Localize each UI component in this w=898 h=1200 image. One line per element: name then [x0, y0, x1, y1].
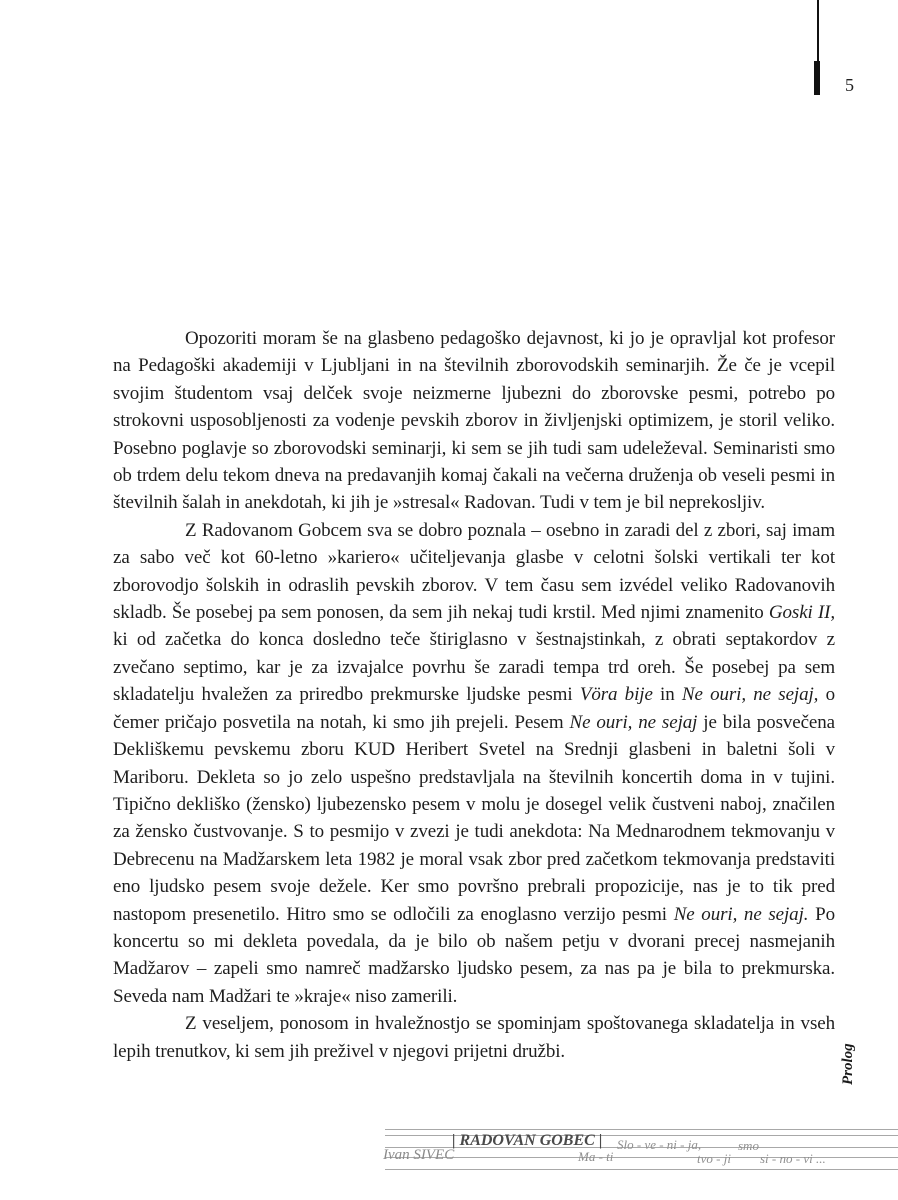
italic-song-title: Ne ouri, ne sejaj	[569, 711, 698, 733]
text-run: Opozoriti moram še na glasbeno pedagoško dejavnost, ki jo je opravljal kot profesor na Pedagoški akademiji v Ljubljani in na številnih zborovodskih seminarjih. Že če je vcepil svojim študentom vsaj delček svoje neizmerne ljubezni do zborovske pesmi, potrebo po strokovni usposobljenosti za vodenje pevskih zborov in življenjski optimizem, je storil veliko. Posebno poglavje so zborovodski seminarji, ki sem se jih tudi sam udeleževal. Seminaristi smo ob trdem delu tekom dneva na predavanjih komaj čakali na večerna druženja ob veseli pesmi in številnih šalah in anekdotah, ki jih je »stresal« Radovan. Tudi v tem je bil neprekosljiv.	[113, 328, 835, 514]
text-run: Po koncertu so mi dekleta povedala, da je bilo ob našem petju v dvorani precej nasmejanih Madžarov – zapeli smo namreč madžarsko ljudsko pesem, za nas pa je bila to prekmurska. Seveda nam Madžari te »kraje« niso zamerili.	[113, 903, 835, 1007]
page-number: 5	[845, 75, 854, 95]
text-run: o čemer pričajo posvetila na notah, ki smo jih prejeli. Pesem	[113, 684, 835, 733]
footer-lyric-syllable: si - no - vi ...	[760, 1151, 826, 1166]
margin-label-prolog: Prolog	[840, 1043, 856, 1085]
body-text	[113, 325, 835, 1065]
italic-song-title: Ne ouri, ne sejaj.	[673, 903, 809, 925]
paragraph	[113, 1010, 835, 1065]
italic-song-title: Ne ouri, ne sejaj,	[681, 684, 819, 706]
footer-lyric-syllable: tvo - ji	[697, 1151, 731, 1166]
text-run: in	[652, 684, 682, 706]
paragraph	[113, 325, 835, 517]
top-edge-thick-bar	[814, 61, 820, 95]
footer-lyric-syllable: Ma - ti	[578, 1149, 614, 1164]
footer-lyric-syllable: smo	[738, 1138, 759, 1153]
text-run: ki od začetka do konca dosledno teče štiriglasno v šestnajstinkah, z obrati septakordov z zvečano septimo, kar je za izvajalce povrhu še zaradi tempa trd oreh. Še posebej pa sem skladatelju hvaležen za priredbo prekmurske ljudske pesmi	[113, 629, 835, 706]
text-run: Z veseljem, ponosom in hvaležnostjo se spominjam spoštovanega skladatelja in vseh lepih trenutkov, ki sem jih preživel v njegovi prijetni družbi.	[113, 1013, 835, 1062]
footer-lyric-syllable: Slo - ve - ni - ja,	[617, 1137, 702, 1152]
paragraph	[113, 517, 835, 1010]
footer-author-name: Ivan SIVEC	[383, 1147, 455, 1163]
top-edge-thin-line	[817, 0, 819, 62]
text-run: je bila posvečena Dekliškemu pevskemu zboru KUD Heribert Svetel na Srednji glasbeni in baletni šoli v Mariboru. Dekleta so jo zelo uspešno predstavljala na številnih koncertih doma in v tujini. Tipično dekliško (žensko) ljubezensko pesem v molu je dosegel velik čustveni naboj, značilen za žensko čustvovanje. S to pesmijo v zvezi je tudi anekdota: Na Mednarodnem tekmovanju v Debrecenu na Madžarskem leta 1982 je moral vsak zbor pred začetkom tekmovanja predstaviti eno ljudsko pesem svoje dežele. Ker smo površno prebrali propozicije, nas je to tik pred nastopom presenetilo. Hitro smo se odločili za enoglasno verzijo pesmi	[113, 711, 836, 925]
text-run: Z Radovanom Gobcem sva se dobro poznala – osebno in zaradi del z zbori, saj imam za sabo več kot 60-letno »kariero« učiteljevanja glasbe v celotni šolski vertikali ter kot zborovodjo šolskih in odraslih pevskih zborov. V tem času sem izvédel veliko Radovanovih skladb. Še posebej pa sem ponosen, da sem jih nekaj tudi krstil. Med njimi znamenito	[113, 519, 835, 624]
staff-line	[385, 1169, 898, 1170]
italic-song-title: Vöra bije	[579, 684, 653, 706]
italic-song-title: Goski II,	[768, 602, 835, 624]
footer-music-staff	[0, 1120, 898, 1180]
staff-line	[385, 1129, 898, 1130]
footer-composer-title: | RADOVAN GOBEC |	[452, 1132, 603, 1149]
